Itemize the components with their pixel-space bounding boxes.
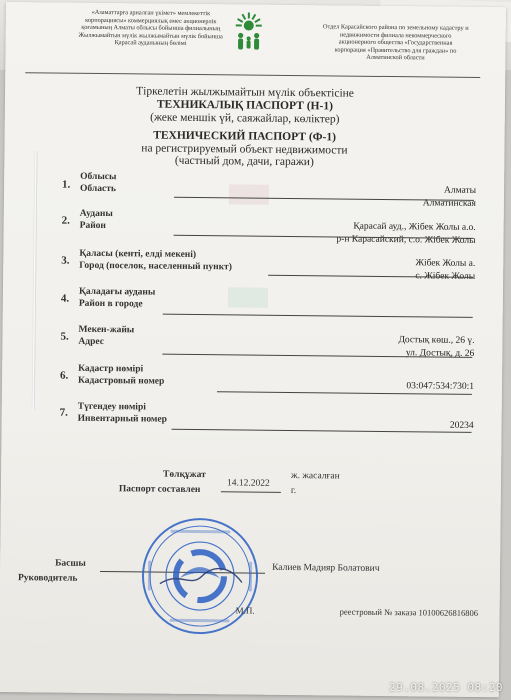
field-number: 7. [59,406,69,419]
field-number: 3. [61,254,70,267]
compiled-label-ru: Паспорт составлен [118,484,201,496]
compiled-label-kz: Төлқұжат [163,469,206,481]
field-number: 6. [60,369,69,382]
title-kz-line1: Тіркелетін жылжымайтын мүлік объектісіне [136,85,355,100]
field-underline [163,314,473,318]
stamp-place-mark: М.П. [235,605,255,616]
header-left-line: қоғамының Алматы облысы бойынша филиалының [81,23,221,33]
photo-timestamp: 29.08.2025 08:20 [389,681,503,694]
government-corporation-logo [225,10,271,56]
field-label-kz: Мекен-жайы [78,324,135,336]
field-value-region-kz: Алматы [443,185,477,196]
header-left-line: корпорациясы» коммерциялық емес акционерлік [85,16,217,25]
header-left-line: «Азаматтарға арналған үкімет» мемлекеттік [91,8,211,18]
header-right-line: корпорация «Правительство для граждан» по [334,46,457,55]
field-label-ru: Инвентарный номер [77,413,167,425]
field-number: 2. [61,214,71,227]
field-value-city-district-ru [315,305,475,307]
compiled-date: 14.12.2022 [226,478,270,489]
field-label-ru: Область [79,183,116,195]
title-ru-line2: на регистрируемый объект недвижимости [141,142,348,157]
title-kz-line3: (жеке меншік үй, саяжайлар, көліктер) [150,111,340,126]
field-number: 5. [60,330,69,343]
inventory-number-value: 20234 [449,420,474,431]
date-underline [221,491,281,493]
field-value-district-kz: Қарасай ауд., Жібек Жолы а.о. [353,221,476,233]
compiled-suffix-ru: г. [290,486,297,497]
field-label-ru: Район в городе [78,298,143,310]
field-label-kz: Қаладағы ауданы [78,286,156,298]
header-right-org [295,23,495,63]
field-label-ru: Город (поселок, населенный пункт) [79,260,232,273]
title-ru-line3: (частный дом, дачи, гаражи) [174,154,314,169]
order-number: реестровый № заказа 10100626816806 [339,606,479,618]
header-right-line: Отдел Карасайского района по земельному кадастру и [322,23,469,32]
field-number: 4. [60,292,70,305]
cadastral-number-value: 03:047:534:730:1 [406,381,475,392]
field-value-settlement-ru: с. Жібек Жолы [415,271,476,282]
field-label-kz: Қаласы (кенті, елді мекені) [79,248,197,261]
title-kz-line2: ТЕХНИКАЛЫҚ ПАСПОРТ (Н-1) [156,98,334,113]
field-value-address-kz: Достық көш., 26 ү. [398,335,475,346]
field-value-city-district-kz [315,293,475,295]
header-right-line: Алматинской области [366,54,425,62]
head-label-ru: Руководитель [17,573,78,584]
field-label-ru: Район [79,220,106,232]
field-label-kz: Түгендеу нөмірі [77,401,146,413]
header-left-line: Жылжымайтын мүлік жылжымайтын мүлік бойынша [78,31,223,41]
passport-page [0,2,506,697]
compiled-suffix-kz: ж. жасалған [290,471,340,482]
header-right-line: недвижимости филиала некоммерческого [339,31,452,40]
field-label-kz: Ауданы [79,208,113,220]
title-ru-line1: ТЕХНИЧЕСКИЙ ПАСПОРТ (Ф-1) [153,129,337,144]
field-label-kz: Облысы [80,171,117,183]
field-value-address-ru: ул. Достық, д. 26 [405,348,475,359]
field-label-ru: Кадастровый номер [77,375,165,387]
header-right-line: акционерного общества «Государственная [338,38,453,47]
header-left-org [46,8,256,48]
header-left-line: Қарасай ауданының бөлімі [114,39,187,48]
field-label-ru: Адрес [78,336,104,348]
head-label-kz: Басшы [55,558,86,569]
official-round-stamp [139,515,260,636]
binding-string [32,150,38,410]
header-divider [25,72,480,78]
bleed-through-mark [229,184,269,204]
field-label-kz: Кадастр нөмірі [78,363,144,375]
field-value-settlement-kz: Жібек Жолы а. [415,258,476,269]
bleed-through-mark [228,287,268,307]
field-number: 1. [62,178,71,191]
field-value-district-ru: р-н Карасайский, с.о. Жібек Жолы [336,234,476,246]
field-value-region-ru: Алматинская [422,198,476,209]
head-name: Калиев Мадияр Болатович [272,562,380,574]
